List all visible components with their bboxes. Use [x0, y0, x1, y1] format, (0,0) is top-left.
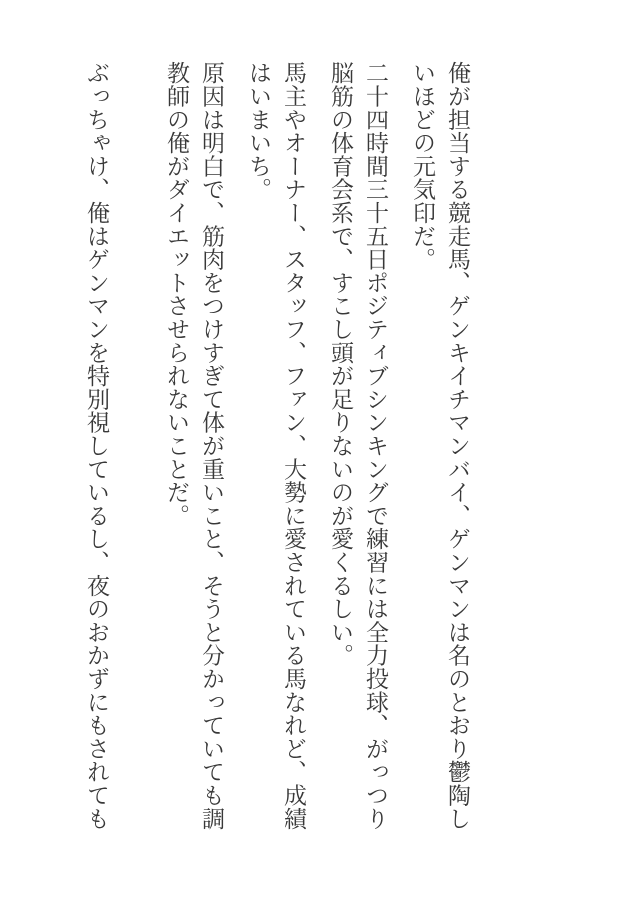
page-text: [78, 61, 474, 833]
paragraph-5: ぶっちゃけ、俺はゲンマンを特別視しているし、夜のおかずにもされても: [83, 61, 109, 830]
paragraph-3: 馬主やオーナー、スタッフ、ファン、大勢に愛されている馬なれど、成績はいまいち。: [245, 61, 306, 830]
paragraph-2: 二十四時間三十五日ポジティブシンキングで練習には全力投球、がっつり脳筋の体育会系で、すこし頭が足りないのが愛くるしい。: [327, 61, 388, 830]
paragraph-4: 原因は明白で、筋肉をつけすぎて体が重いこと、そうと分かっていても調教師の俺がダイエットさせられないことだ。: [163, 61, 224, 830]
blank-line-spacer: [125, 61, 158, 833]
paragraph-1: 俺が担当する競走馬、ゲンキイチマンバイ、ゲンマンは名のとおり鬱陶しいほどの元気印だ。: [409, 61, 470, 830]
